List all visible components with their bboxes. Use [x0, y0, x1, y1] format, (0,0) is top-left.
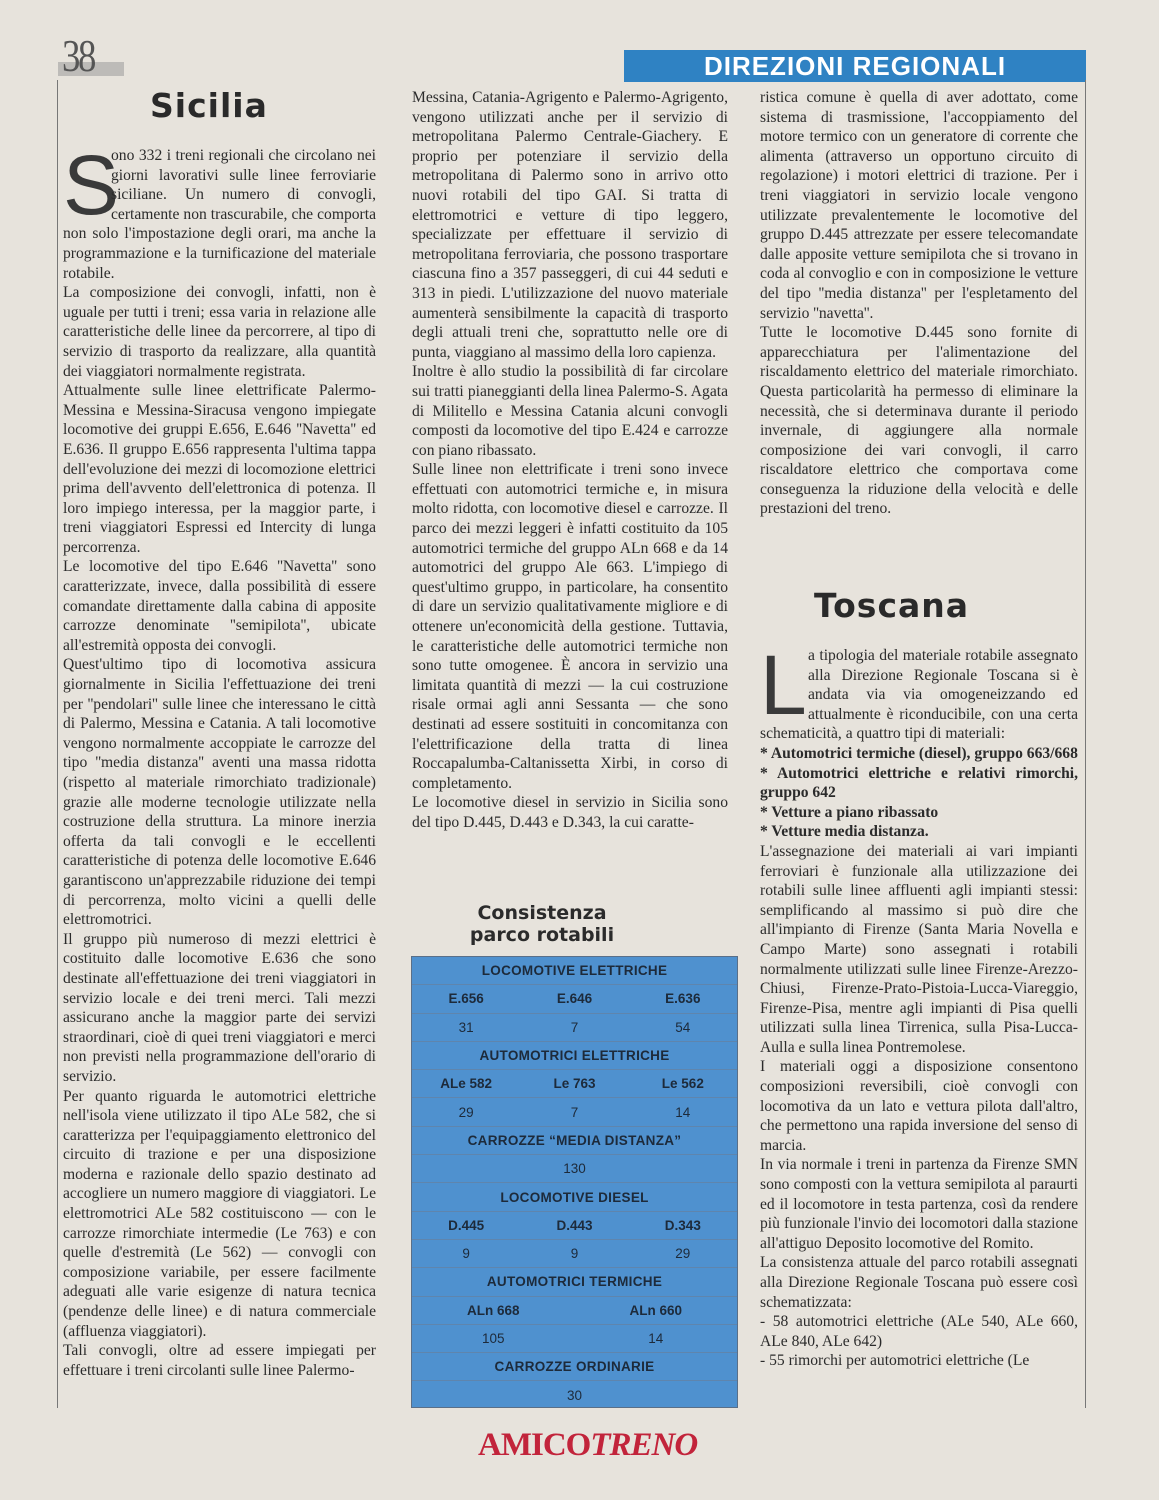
table-cell: Le 763 — [553, 1076, 596, 1092]
toscana-paragraph: La consistenza attuale del parco rotabili assegnati alla Direzione Regionale Toscana può essere così schematizzata: — [760, 1254, 1078, 1311]
table-cell: 105 — [481, 1331, 505, 1346]
table-section-header: LOCOMOTIVE DIESEL — [412, 1183, 737, 1211]
toscana-bullet: * Automotrici termiche (diesel), gruppo 663/668 — [760, 744, 1078, 762]
table-cell: 9 — [462, 1246, 470, 1262]
toscana-dropcap: L — [760, 638, 807, 732]
toscana-paragraph: - 58 automotrici elettriche (ALe 540, ALe 660, ALe 840, ALe 642) — [760, 1313, 1078, 1350]
sicilia-paragraph: Tali convogli, oltre ad essere impiegati per effettuare i treni circolanti sulle linee Palermo- — [63, 1342, 376, 1379]
table-cell: E.636 — [665, 991, 701, 1007]
table-cell: 7 — [570, 1104, 579, 1120]
sicilia-column-2 — [412, 88, 728, 833]
table-cell: ALn 660 — [629, 1302, 683, 1318]
table-cell: D.443 — [556, 1217, 593, 1233]
toscana-paragraph: I materiali oggi a disposizione consentono composizioni reversibili, cioè convogli con locomotiva da un lato e vettura pilota dall'altro, che permettono una rapida inversione del senso di marcia. — [760, 1058, 1078, 1154]
table-row — [412, 1014, 737, 1042]
toscana-paragraph: In via normale i treni in partenza da Firenze SMN sono composti con la vettura semipilota al paraurti ed il locomotore in testa partenza, così da rendere più funzionale l'invio dei locomotori dalla stazione all'attiguo Deposito locomotive del Romito. — [760, 1156, 1078, 1252]
table-cell: ALn 668 — [466, 1302, 520, 1318]
sicilia-paragraph — [63, 138, 376, 283]
table-row — [412, 1240, 737, 1268]
sicilia-paragraph: Tutte le locomotive D.445 sono fornite di apparecchiatura per l'alimentazione del riscaldamento elettrico del materiale rimorchiato. Questa particolarità ha permesso di eliminare la necessità, che si determinava durante il periodo invernale, di aggiungere alla normale composizione dei vari convogli, il carro riscaldatore elettrico che comportava come conseguenza la riduzione della velocità e delle prestazioni del treno. — [760, 324, 1078, 518]
sicilia-paragraph: Le locomotive del tipo E.646 ''Navetta'' sono caratterizzate, invece, dalla possibilità di essere comandate direttamente dalla cabina di apposite carrozze denominate ''semipilota'', ubicate all'estremità opposta dei convogli. — [63, 558, 376, 654]
table-cell: 29 — [458, 1104, 474, 1120]
rolling-stock-table — [411, 956, 738, 1408]
table-cell: E.646 — [556, 991, 593, 1007]
sicilia-paragraph: ristica comune è quella di aver adottato, come sistema di trasmissione, l'accoppiamento del motore termico con un generatore di corrente che alimenta (attraverso un opportuno circuito di regolazione) i motori elettrici di trazione. Per i treni viaggiatori in servizio locale vengono utilizzate prevalentemente le locomotive del gruppo D.445 attrezzate per essere telecomandate dalle apposite vetture semipilota che si trovano in coda al convoglio e con in composizione le vetture del tipo ''media distanza'' per l'espletamento del servizio ''navetta''. — [760, 89, 1078, 322]
toscana-paragraph: - 55 rimorchi per automotrici elettriche (Le — [760, 1352, 1030, 1370]
sicilia-paragraph: Attualmente sulle linee elettrificate Palermo-Messina e Messina-Siracusa vengono impiegate locomotive dei gruppi E.656, E.646 ''Navetta'' ed E.636. Il gruppo E.656 rappresenta l'ultima tappa dell'evoluzione dei mezzi di locomozione elettrici prima dell'avvento dell'elettronica di potenza. Il loro impiego interessa, per la maggior parte, i treni viaggiatori Espressi ed Intercity di lunga percorrenza. — [63, 382, 376, 556]
sicilia-paragraph: Il gruppo più numeroso di mezzi elettrici è costituito dalle locomotive E.636 che sono destinate all'effettuazione dei treni viaggiatori in servizio locale e dei treni merci. Tali mezzi assicurano anche la maggior parte dei servizi straordinari, cioè di quei treni viaggiatori e merci non previsti nella programmazione dell'orario di servizio. — [63, 930, 376, 1085]
table-section-header: AUTOMOTRICI TERMICHE — [412, 1268, 737, 1296]
table-cell: 30 — [566, 1387, 583, 1403]
table-row — [412, 985, 737, 1013]
table-row — [412, 1212, 737, 1240]
toscana-bullet: * Automotrici elettriche e relativi rimorchi, gruppo 642 — [760, 764, 1078, 802]
table-row — [412, 1325, 737, 1353]
sicilia-paragraph: Quest'ultimo tipo di locomotiva assicura giornalmente in Sicilia l'effettuazione dei treni per ''pendolari'' sulle linee che interessano le città di Palermo, Messina e Catania. A tali locomotive vengono normalmente accoppiate le carrozze del tipo ''media distanza'' aventi una massa ridotta (rispetto al materiale rimorchiato tradizionale) grazie alle moderne tecnologie utilizzate nella costruzione della struttura. La minore inerzia offerta da tali convogli e le eccellenti caratteristiche di potenza delle locomotive E.646 garantiscono un'apprezzabile riduzione dei tempi di percorrenza, molto vicini a quelli delle elettromotrici. — [63, 656, 376, 929]
sicilia-paragraph: Sulle linee non elettrificate i treni sono invece effettuati con automotrici termiche e, in misura molto ridotta, con locomotive diesel e carrozze. Il parco dei mezzi leggeri è infatti costituito da 105 automotrici termiche del gruppo ALn 668 e da 14 automotrici del gruppo Ale 663. L'impiego di quest'ultimo gruppo, in particolare, ha consentito di dare un servizio qualitativamente migliore e di ottenere un'economicità della gestione. Tuttavia, le caratteristiche delle automotrici termiche non sono tutte omogenee. È ancora in servizio una limitata quantità di mezzi — la cui costruzione risale ormai agli anni Sessanta — che sono destinati ad essere sostituiti in concomitanza con l'elettrificazione della tratta di linea Roccapalumba-Caltanissetta Xirbi, in corso di completamento. — [412, 461, 728, 792]
sicilia-paragraph: Le locomotive diesel in servizio in Sicilia sono del tipo D.445, D.443 e D.343, la cui caratte- — [412, 794, 728, 831]
column-rule-left — [57, 80, 58, 1408]
logo-suffix: TRENO — [590, 1427, 698, 1463]
page-number: 38 — [62, 30, 94, 81]
table-section-header: CARROZZE ORDINARIE — [412, 1353, 737, 1381]
table-cell: 31 — [458, 1019, 474, 1035]
table-cell: 29 — [675, 1246, 691, 1262]
toscana-bullet: * Vetture media distanza. — [760, 823, 929, 841]
table-section-header: CARROZZE “MEDIA DISTANZA” — [412, 1127, 737, 1155]
table-row — [412, 1297, 737, 1325]
toscana-title: Toscana — [814, 586, 970, 625]
sicilia-text: ono 332 i treni regionali che circolano nei giorni lavorativi sulle linee ferroviarie siciliane. Un numero di convogli, certamente non trascurabile, che comporta non solo l'impostazione degli orari, ma anche la programmazione e la turnificazione del materiale rotabile. — [63, 147, 376, 282]
table-cell: ALe 582 — [440, 1076, 493, 1092]
column-rule-right — [1085, 80, 1086, 1408]
sicilia-paragraph: La composizione dei convogli, infatti, non è uguale per tutti i treni; essa varia in relazione alle caratteristiche delle linee da percorrere, al tipo di servizio di trasporto da realizzare, alla quantità dei viaggiatori normalmente registrata. — [63, 284, 376, 380]
table-cell: Le 562 — [661, 1076, 704, 1092]
toscana-text: a tipologia del materiale rotabile assegnato alla Direzione Regionale Toscana si è andata via via omogeneizzando ed attualmente è riconducibile, con una certa schematicità, a quattro tipi di materiali: — [760, 647, 1078, 743]
table-cell: 130 — [563, 1161, 586, 1177]
table-title-line: Consistenza — [477, 902, 607, 924]
sicilia-column-3 — [760, 88, 1078, 519]
section-banner: DIREZIONI REGIONALI — [624, 50, 1086, 82]
table-cell: 14 — [648, 1331, 664, 1346]
table-row — [412, 1155, 737, 1183]
toscana-bullet: * Vetture a piano ribassato — [760, 803, 939, 821]
toscana-paragraph: L'assegnazione dei materiali ai vari impianti ferroviari è funzionale alla utilizzazione dei rotabili sulle linee affluenti agli impianti stessi: semplificando al massimo si può dire che all'impianto di Firenze (Santa Maria Novella e Campo Marte) sono assegnati i rotabili normalmente utilizzati sulle linee Firenze-Arezzo-Chiusi, Firenze-Prato-Pistoia-Lucca-Viareggio, Firenze-Pisa, mentre agli impianti di Pisa quelli utilizzati sulla linea Tirrenica, sulla Pisa-Lucca-Aulla e sulla linea Pontremolese. — [760, 842, 1078, 1056]
toscana-paragraph — [760, 638, 1078, 744]
table-row — [412, 1070, 737, 1098]
amicotreno-logo — [478, 1423, 698, 1467]
table-cell: 7 — [570, 1019, 579, 1035]
table-cell: 9 — [570, 1246, 579, 1262]
sicilia-dropcap: S — [63, 138, 120, 232]
table-section-header: LOCOMOTIVE ELETTRICHE — [412, 957, 737, 985]
sicilia-paragraph: Inoltre è allo studio la possibilità di far circolare sui tratti pianeggianti della linea Palermo-S. Agata di Militello e Messina Catania alcuni convogli composti da locomotive del tipo E.424 e carrozze con piano ribassato. — [412, 363, 728, 459]
table-cell: 14 — [675, 1104, 691, 1120]
table-section-header: AUTOMOTRICI ELETTRICHE — [412, 1042, 737, 1070]
table-cell: D.343 — [664, 1217, 701, 1233]
table-cell: E.656 — [448, 991, 484, 1007]
table-cell: D.445 — [448, 1217, 485, 1233]
toscana-column — [760, 638, 1078, 1371]
sicilia-column-1 — [63, 138, 376, 1380]
table-title-line: parco rotabili — [469, 924, 615, 946]
sicilia-paragraph: Per quanto riguarda le automotrici elettriche nell'isola viene utilizzato il tipo ALe 582, che si caratterizza per l'equipaggiamento elettronico del circuito di trazione e per una disposizione moderna e razionale dello spazio destinato ad accogliere un numero maggiore di viaggiatori. Le elettromotrici ALe 582 costituiscono — con le carrozze rimorchiate intermedie (Le 763) e con quelle d'estremità (Le 562) — convogli con composizione variabile, per essere facilmente adeguati alle varie esigenze di natura tecnica (pendenze delle linee) e di natura commerciale (affluenza viaggiatori). — [63, 1087, 376, 1340]
logo-prefix: AMICO — [478, 1427, 591, 1463]
table-cell: 54 — [675, 1019, 691, 1035]
table-title — [412, 902, 672, 946]
table-row — [412, 1381, 737, 1408]
table-row — [412, 1098, 737, 1126]
sicilia-title: Sicilia — [150, 86, 268, 125]
sicilia-paragraph: Messina, Catania-Agrigento e Palermo-Agrigento, vengono utilizzati anche per il servizio di metropolitana Palermo Centrale-Giachery. E proprio per potenziare il servizio della metropolitana di Palermo sono in arrivo otto nuovi rotabili del tipo GAI. Si tratta di elettromotrici e vetture di tipo leggero, specializzate per effettuare il servizio di metropolitana ferroviaria, che possono trasportare ciascuna fino a 357 passeggeri, di cui 44 seduti e 313 in piedi. L'utilizzazione del nuovo materiale aumenterà sensibilmente la capacità di trasporto degli attuali treni che, soprattutto nelle ore di punta, viaggiano al massimo della loro capienza. — [412, 89, 728, 361]
